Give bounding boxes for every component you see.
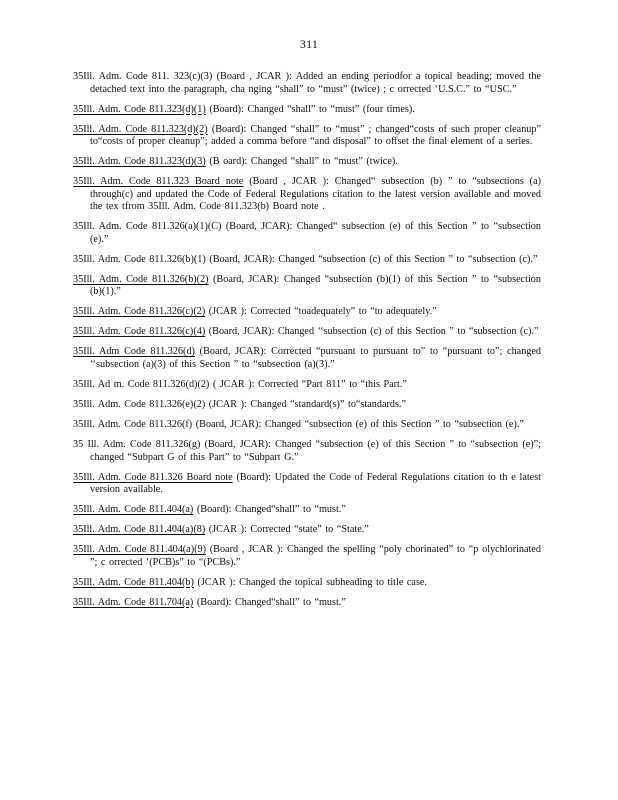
entry-citation: 35Ill. Adm. Code 811. 323(c)(3) — [73, 71, 213, 82]
entry-text: (Board , JCAR ): Added an ending periodfor a topical heading; moved the detached text into the paragraph, cha nging “shall” to “must” (twice) ; c orrected ‘U.S.C.” to “USC.” — [90, 71, 541, 95]
entry-citation: 35Ill. Adm. Code 811.326(b)(1) — [73, 253, 206, 265]
entry — [73, 379, 541, 392]
entry-citation: 35 Ill. Adm. Code 811.326(g) — [73, 438, 201, 450]
entry-text: (JCAR ): Changed the topical subheading to title case. — [193, 576, 427, 588]
entry-text: ( JCAR ): Corrected “Part 811” to “this Part.” — [209, 378, 407, 390]
entry-text: (Board, JCAR): Changed “subsection (e) of this Section ” to “subsection (e).” — [192, 418, 524, 430]
entry-text: (Board): Changed“shall” to “must.” — [193, 596, 346, 608]
entry — [73, 439, 541, 464]
entry — [73, 306, 541, 319]
entry-citation: 35Ill. Adm Code 811.326(d) — [73, 346, 195, 358]
entry-citation: 35Ill. Adm. Code 811.404(a)(9) — [73, 544, 206, 556]
entry-text: (Board): Updated the Code of Federal Regulations citation to th e latest version available. — [90, 471, 541, 496]
entry-text: (Board): Changed“shall” to “must.” — [193, 504, 346, 516]
entry-text: (B oard): Changed “shall” to “must” (twice). — [205, 156, 398, 168]
entry-text: (Board, JCAR): Changed “subsection (e) of this Section ” to “subsection (e)”; changed “Subpart G of this Part” to “Subpart G.” — [90, 438, 541, 463]
entry — [73, 472, 541, 497]
entry-citation: 35Ill. Adm. Code 811.326(c)(2) — [73, 306, 206, 318]
entry-citation: 35Ill. Adm. Code 811.326(c)(4) — [73, 326, 206, 338]
entry-citation: 35Ill. Adm. Code 811.323(d)(2) — [73, 123, 208, 135]
entry — [73, 176, 541, 214]
entry — [73, 71, 541, 96]
entry — [73, 504, 541, 517]
entry-citation: 35Ill. Adm. Code 811.326(b)(2) — [73, 273, 209, 285]
entry-list — [73, 71, 541, 617]
entry-citation: 35Ill. Adm. Code 811.404(b) — [73, 576, 194, 588]
entry-citation: 35Ill. Adm. Code 811.326(a)(1)(C) — [73, 221, 222, 233]
entry — [73, 597, 541, 610]
entry-citation: 35Ill. Adm. Code 811.326(e)(2) — [73, 398, 206, 410]
entry-citation: 35Ill. Adm. Code 811.323(d)(3) — [73, 156, 206, 168]
entry — [73, 524, 541, 537]
entry — [73, 399, 541, 412]
entry-text: (Board): Changed “shall” to “must” ; changed“costs of such proper cleanup” to“costs of proper cleanup”; added a comma before “and disposal” to offset the final element of a series. — [90, 123, 542, 148]
entry-text: (Board): Changed “shall” to “must” (four times). — [205, 103, 415, 115]
entry-citation: 35Ill. Adm. Code 811.704(a) — [73, 596, 194, 608]
entry — [73, 221, 541, 246]
entry — [73, 419, 541, 432]
page-number: 311 — [299, 37, 319, 51]
entry-text: (Board, JCAR): Changed ‘‘subsection (c) of this Section ” to “subsection (c).” — [205, 326, 539, 338]
entry-citation: 35Ill. Ad m. Code 811.326(d)(2) — [73, 378, 210, 390]
entry-citation: 35Ill. Adm. Code 811.404(a)(8) — [73, 524, 206, 536]
entry-text: (JCAR ): Corrected “toadequately” to “to adequately.” — [205, 306, 437, 318]
entry — [73, 156, 541, 169]
entry-text: (Board, JCAR): Corrected “pursuant to pursuant to” to “pursuant to”; changed ‘‘subsection (a)(3) of this Section ” to “subsection (a)(3).” — [90, 346, 541, 370]
entry-text: (Board , JCAR ): Changed the spelling “poly chorinated” to “p olychlorinated ”; c orrected ‘(PCB)s” to “(PCBs).” — [90, 544, 541, 568]
entry-citation: 35Ill. Adm. Code 811.326(f) — [73, 418, 193, 430]
entry — [73, 254, 541, 267]
entry-citation: 35Ill. Adm. Code 811.404(a) — [73, 504, 194, 516]
entry — [73, 577, 541, 590]
entry-text: (Board, JCAR): Changed “subsection (b)(1) of this Section ” to “subsection (b)(1).” — [90, 273, 541, 298]
entry — [73, 346, 541, 371]
entry-citation: 35Ill. Adm. Code 811.326 Board note — [73, 471, 233, 483]
entry-text: (Board, JCAR): Changed “subsection (c) of this Section ” to “subsection (c).” — [205, 253, 538, 265]
entry — [73, 124, 541, 149]
entry-citation: 35Ill. Adm. Code 811.323 Board note — [73, 176, 244, 188]
entry-text: (JCAR ): Corrected “state” to “State.” — [205, 524, 369, 536]
entry-text: (Board, JCAR): Changed“ subsection (e) of this Section ” to “subsection (e).” — [90, 221, 541, 245]
entry — [73, 274, 541, 299]
entry — [73, 544, 541, 569]
entry-text: (JCAR ): Changed “standard(s)” to“standards.” — [205, 398, 406, 410]
entry — [73, 326, 541, 339]
entry-citation: 35Ill. Adm. Code 811.323(d)(1) — [73, 103, 206, 115]
entry — [73, 104, 541, 117]
entry-text: (Board , JCAR ): Changed“ subsection (b) ” to “subsections (a) through(c) and updated the Code of Federal Regulations citation to the latest version available and moved the tex tfrom 35Ill. Adm. Code 811.323(b) Board note . — [90, 176, 541, 213]
